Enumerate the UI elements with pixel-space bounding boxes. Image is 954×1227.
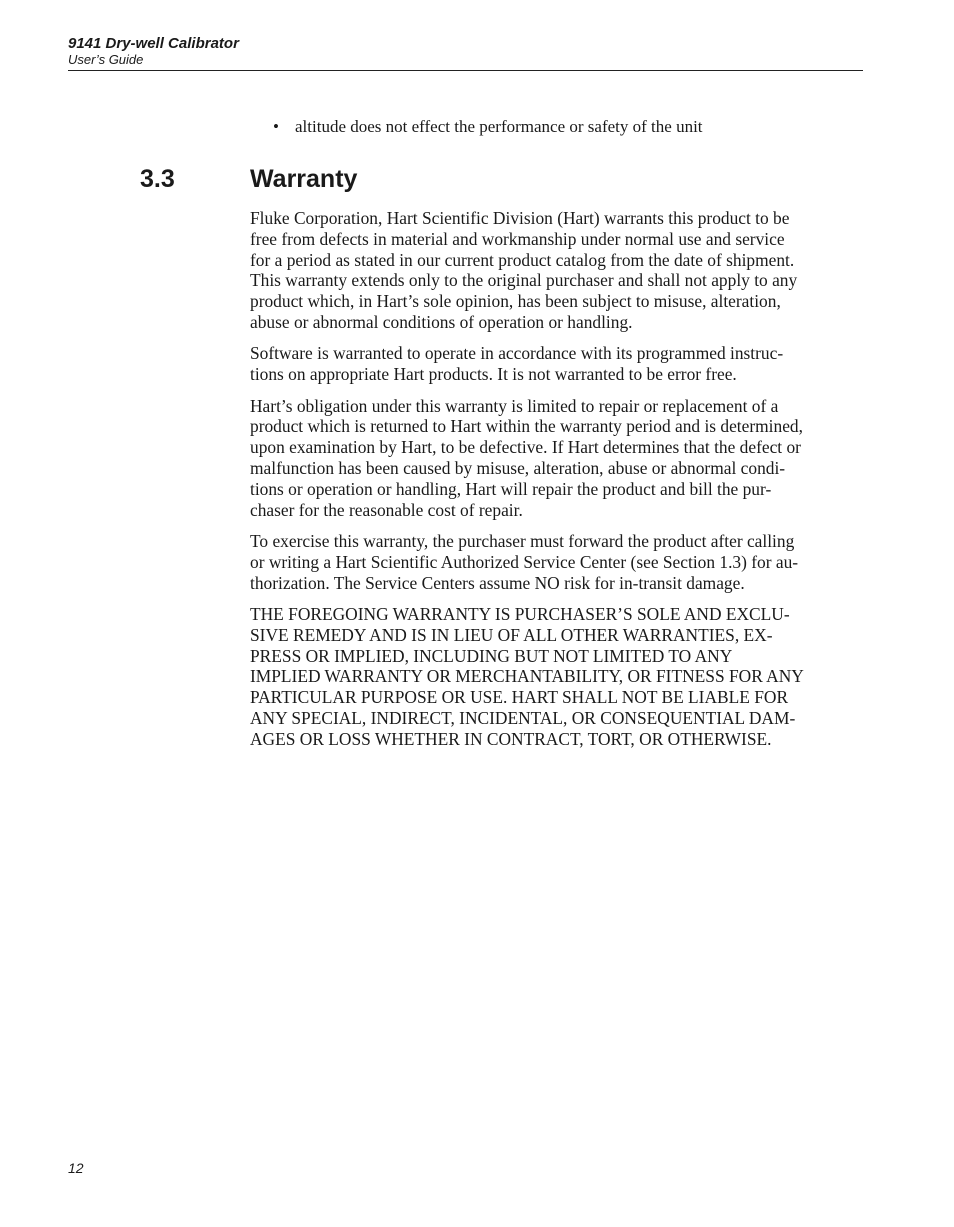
text-line: upon examination by Hart, to be defective. If Hart determines that the defect or [250, 437, 801, 458]
paragraph [250, 396, 862, 521]
section-heading [140, 164, 357, 194]
text-line: AGES OR LOSS WHETHER IN CONTRACT, TORT, OR OTHERWISE. [250, 728, 772, 749]
page-header [68, 34, 863, 71]
warranty-body [250, 208, 862, 760]
bullet-symbol: • [273, 117, 279, 136]
text-line: ANY SPECIAL, INDIRECT, INCIDENTAL, OR CONSEQUENTIAL DAM- [250, 707, 796, 728]
text-line: Hart’s obligation under this warranty is limited to repair or replacement of a [250, 395, 779, 416]
text-line: malfunction has been caused by misuse, alteration, abuse or abnormal condi- [250, 457, 786, 478]
paragraph [250, 208, 862, 333]
page-number: 12 [68, 1160, 84, 1176]
text-line: thorization. The Service Centers assume NO risk for in-transit damage. [250, 572, 745, 593]
text-line: free from defects in material and workmanship under normal use and service [250, 228, 785, 249]
text-line: To exercise this warranty, the purchaser must forward the product after calling [250, 530, 795, 551]
text-line: for a period as stated in our current product catalog from the date of shipment. [250, 249, 795, 270]
text-line: tions on appropriate Hart products. It is not warranted to be error free. [250, 364, 737, 385]
paragraph [250, 531, 862, 593]
paragraph [250, 604, 862, 750]
text-line: Software is warranted to operate in accordance with its programmed instruc- [250, 343, 784, 364]
text-line: This warranty extends only to the original purchaser and shall not apply to any [250, 270, 798, 291]
paragraph [250, 343, 862, 385]
text-line: IMPLIED WARRANTY OR MERCHANTABILITY, OR FITNESS FOR ANY [250, 666, 804, 687]
bullet-item [273, 116, 703, 137]
text-line: or writing a Hart Scientific Authorized Service Center (see Section 1.3) for au- [250, 551, 799, 572]
text-line: SIVE REMEDY AND IS IN LIEU OF ALL OTHER WARRANTIES, EX- [250, 624, 773, 645]
text-line: product which, in Hart’s sole opinion, has been subject to misuse, alteration, [250, 291, 781, 312]
section-title: Warranty [250, 165, 358, 193]
text-line: PRESS OR IMPLIED, INCLUDING BUT NOT LIMITED TO ANY [250, 645, 733, 666]
section-number: 3.3 [140, 165, 175, 193]
text-line: Fluke Corporation, Hart Scientific Division (Hart) warrants this product to be [250, 208, 790, 228]
bullet-text: altitude does not effect the performance or safety of the unit [295, 117, 703, 136]
document-subtitle: User’s Guide [68, 52, 144, 67]
text-line: THE FOREGOING WARRANTY IS PURCHASER’S SOLE AND EXCLU- [250, 603, 790, 624]
text-line: PARTICULAR PURPOSE OR USE. HART SHALL NOT BE LIABLE FOR [250, 687, 789, 708]
text-line: tions or operation or handling, Hart will repair the product and bill the pur- [250, 478, 772, 499]
document-title: 9141 Dry-well Calibrator [68, 35, 239, 52]
text-line: abuse or abnormal conditions of operation or handling. [250, 311, 633, 332]
text-line: product which is returned to Hart within the warranty period and is determined, [250, 416, 803, 437]
text-line: chaser for the reasonable cost of repair. [250, 499, 523, 520]
